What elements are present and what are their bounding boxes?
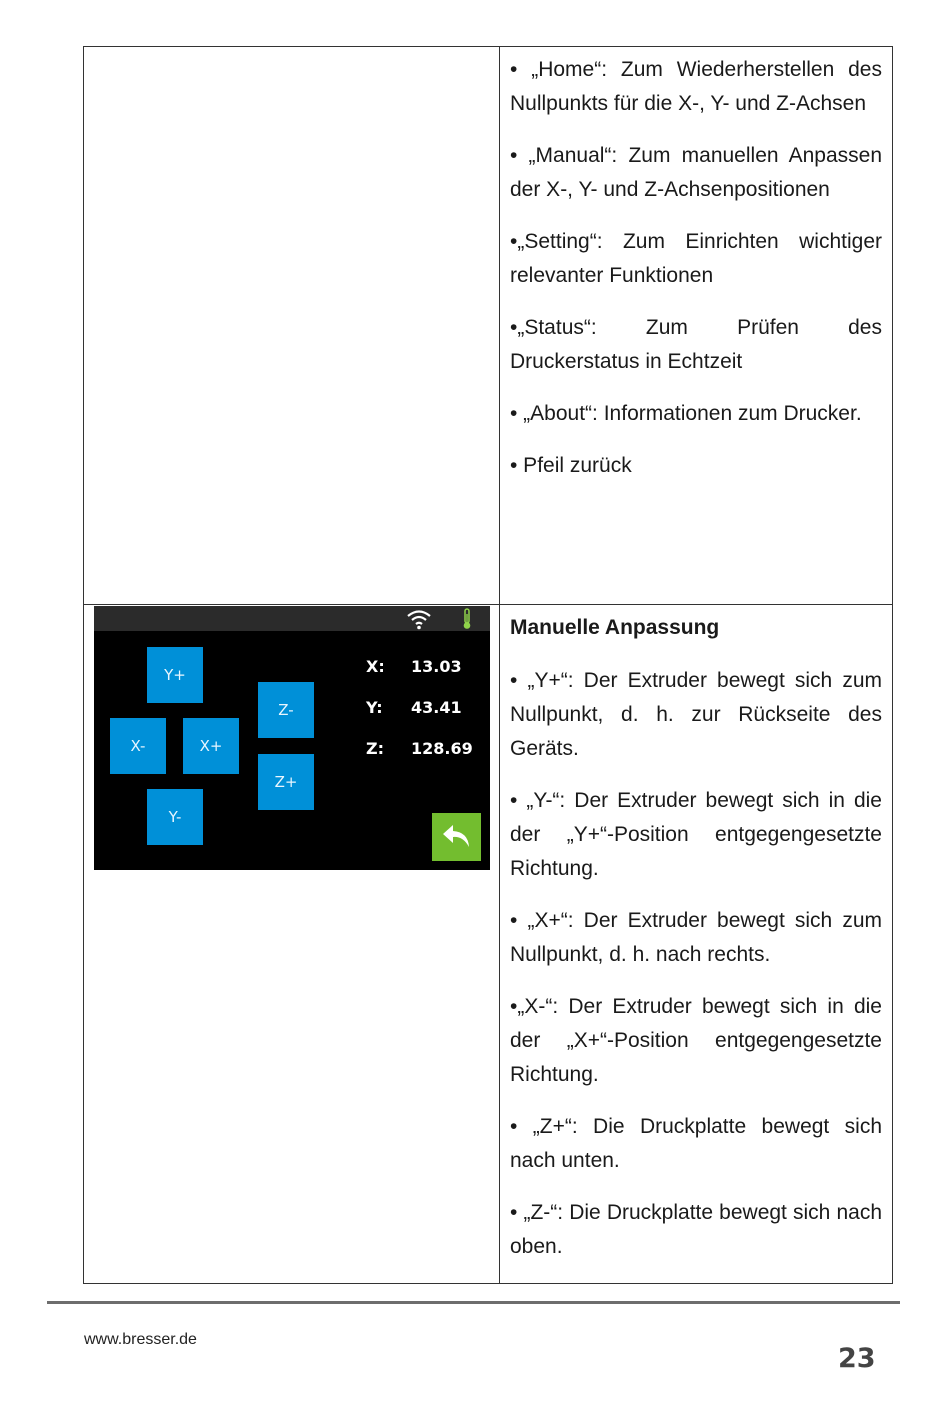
instruction-table [83, 46, 893, 1284]
menu-item-home: • „Home“: Zum Wiederherstellen des Nullpunkts für die X-, Y- und Z-Achsen [510, 58, 882, 115]
manual-item-x-plus: • „X+“: Der Extruder bewegt sich zum Nullpunkt, d. h. nach rechts. [510, 909, 882, 966]
footer-url: www.bresser.de [84, 1331, 197, 1348]
thermometer-icon [461, 608, 473, 630]
y-plus-button[interactable]: Y+ [147, 647, 203, 703]
menu-item-about: • „About“: Informationen zum Drucker. [510, 402, 862, 425]
back-arrow-icon [441, 823, 473, 851]
z-coordinate-value: 128.69 [411, 739, 473, 758]
image-cell-screen [84, 605, 500, 1284]
table-row-menu [84, 47, 893, 605]
y-coordinate-label: Y: [366, 698, 383, 717]
page-number: 23 [838, 1343, 876, 1374]
x-coordinate-label: X: [366, 657, 385, 676]
section-heading: Manuelle Anpassung [510, 616, 720, 639]
wifi-icon [406, 608, 432, 630]
manual-item-y-minus: • „Y-“: Der Extruder bewegt sich in die der „Y+“-Position entgegengesetzte Richtung. [510, 789, 882, 880]
y-coordinate-value: 43.41 [411, 698, 462, 717]
manual-item-y-plus: • „Y+“: Der Extruder bewegt sich zum Nullpunkt, d. h. zur Rückseite des Geräts. [510, 669, 882, 760]
x-minus-button[interactable]: X- [110, 718, 166, 774]
x-plus-button[interactable]: X+ [183, 718, 239, 774]
menu-description-cell [500, 47, 893, 605]
menu-item-setting: •„Setting“: Zum Einrichten wichtiger relevanter Funktionen [510, 230, 882, 287]
back-button[interactable] [432, 813, 481, 861]
manual-item-x-minus: •„X-“: Der Extruder bewegt sich in die der „X+“-Position entgegengesetzte Richtung. [510, 995, 882, 1086]
z-plus-button[interactable]: Z+ [258, 754, 314, 810]
table-row-manual [84, 605, 893, 1284]
x-coordinate-value: 13.03 [411, 657, 462, 676]
y-minus-button[interactable]: Y- [147, 789, 203, 845]
footer-divider [47, 1301, 900, 1304]
image-cell-empty [84, 47, 500, 605]
menu-item-manual: • „Manual“: Zum manuellen Anpassen der X-, Y- und Z-Achsenpositionen [510, 144, 882, 201]
menu-item-back-arrow: • Pfeil zurück [510, 454, 632, 477]
printer-screen-manual [94, 606, 490, 870]
manual-description-cell [500, 605, 893, 1284]
z-coordinate-label: Z: [366, 739, 384, 758]
menu-item-status: •„Status“: Zum Prüfen des Druckerstatus in Echtzeit [510, 316, 882, 373]
z-minus-button[interactable]: Z- [258, 682, 314, 738]
manual-item-z-minus: • „Z-“: Die Druckplatte bewegt sich nach oben. [510, 1201, 882, 1258]
manual-item-z-plus: • „Z+“: Die Druckplatte bewegt sich nach unten. [510, 1115, 882, 1172]
